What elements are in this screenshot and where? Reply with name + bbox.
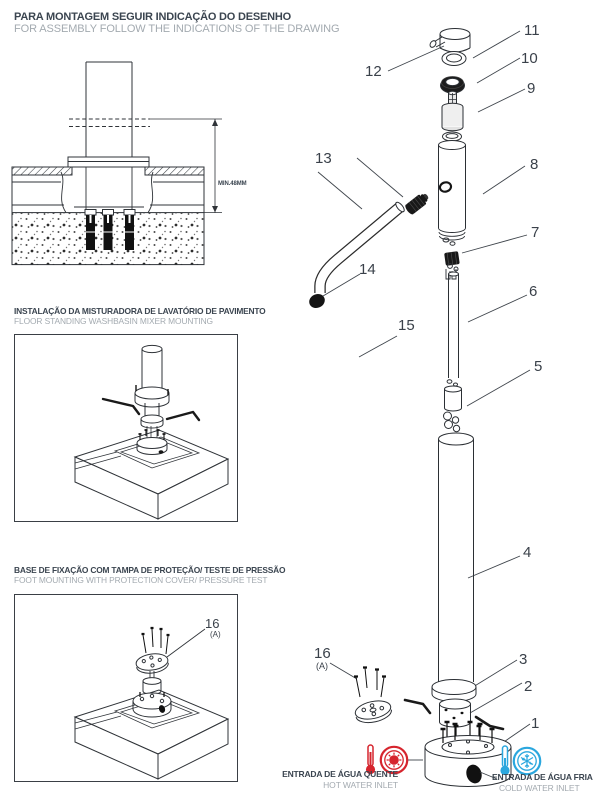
part-label-1: 1 (531, 715, 540, 732)
mounting-section-title-en: FLOOR STANDING WASHBASIN MIXER MOUNTING (14, 316, 213, 326)
page-title-pt: PARA MONTAGEM SEGUIR INDICAÇÃO DO DESENHO (14, 11, 291, 23)
part-label-5: 5 (534, 358, 543, 375)
min-depth-dimension-label: MIN.48MM (218, 181, 247, 187)
foot-section-title-pt: BASE DE FIXAÇÃO COM TAMPA DE PROTEÇÃO/ TESTE DE PRESSÃO (14, 565, 286, 575)
hot-water-inlet-label-en: HOT WATER INLET (323, 780, 398, 790)
part-label-10: 10 (521, 50, 538, 67)
part-label-14: 14 (359, 261, 376, 278)
page-title-en: FOR ASSEMBLY FOLLOW THE INDICATIONS OF THE DRAWING (14, 23, 340, 35)
part-label-2: 2 (524, 678, 533, 695)
part-label-4: 4 (523, 544, 532, 561)
leader-lines (318, 31, 533, 748)
part-label-11: 11 (524, 22, 540, 39)
mounting-section-title-pt: INSTALAÇÃO DA MISTURADORA DE LAVATÓRIO DE PAVIMENTO (14, 306, 266, 316)
mounting-isometric-drawing (15, 335, 237, 521)
mounting-drawing-box (14, 334, 238, 522)
part-label-9: 9 (527, 80, 536, 97)
cold-water-inlet-label-pt: ENTRADA DE ÁGUA FRIA (492, 772, 593, 782)
part-label-13: 13 (315, 150, 332, 167)
part-label-8: 8 (530, 156, 539, 173)
foot-isometric-drawing (15, 595, 237, 781)
part-label-16-sub: (A) (316, 661, 328, 671)
floor-cross-section-drawing (8, 60, 258, 270)
foot-callout-number: 16 (205, 616, 220, 631)
part-label-7: 7 (531, 224, 540, 241)
part-label-6: 6 (529, 283, 538, 300)
part-label-16: 16 (314, 645, 331, 662)
foot-callout-sub: (A) (210, 630, 221, 639)
part-label-3: 3 (519, 651, 528, 668)
hot-water-inlet-label-pt: ENTRADA DE ÁGUA QUENTE (282, 769, 398, 779)
exploded-view-drawing (280, 10, 606, 800)
foot-section-title-en: FOOT MOUNTING WITH PROTECTION COVER/ PRESSURE TEST (14, 575, 268, 585)
part-label-12: 12 (365, 63, 382, 80)
part-label-15: 15 (398, 317, 415, 334)
cold-water-inlet-label-en: COLD WATER INLET (499, 783, 580, 793)
